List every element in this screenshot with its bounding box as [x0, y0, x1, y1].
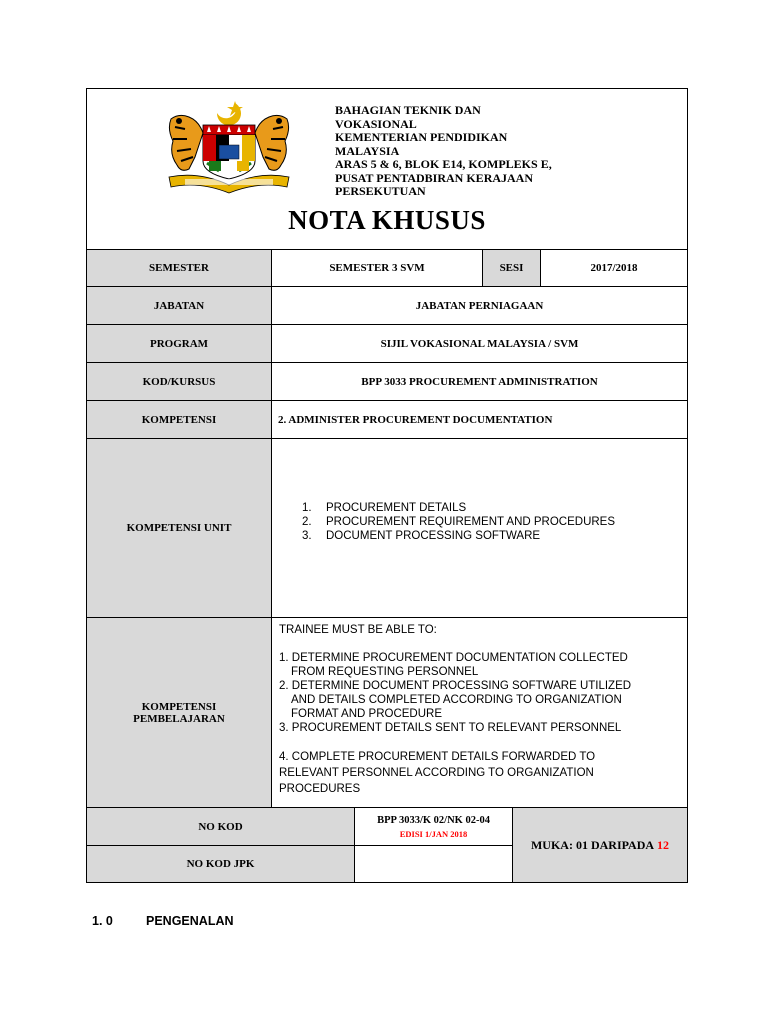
address-block [335, 104, 585, 202]
no-kod-value: BPP 3033/K 02/NK 02-04 [377, 814, 490, 826]
list-item: 1. DETERMINE PROCUREMENT DOCUMENTATION COLLECTED [279, 652, 628, 664]
address-line: ARAS 5 & 6, BLOK E14, KOMPLEKS E, [335, 157, 552, 171]
sesi-value: 2017/2018 [540, 249, 688, 287]
list-item-cont: AND DETAILS COMPLETED ACCORDING TO ORGANIZATION [291, 694, 622, 706]
sesi-label: SESI [482, 249, 541, 287]
kompetensi-label: KOMPETENSI [86, 400, 272, 439]
list-item: 1. PROCUREMENT DETAILS [302, 502, 467, 514]
address-line: MALAYSIA [335, 143, 400, 158]
muka-total: 12 [657, 837, 670, 852]
kompetensi-value: 2. ADMINISTER PROCUREMENT DOCUMENTATION [271, 400, 688, 439]
address-line: BAHAGIAN TEKNIK DAN [335, 104, 481, 117]
address-line: KEMENTERIAN PENDIDIKAN [335, 130, 508, 144]
list-item: 2. DETERMINE DOCUMENT PROCESSING SOFTWARE UTILIZED [279, 680, 632, 692]
kod-kursus-value: BPP 3033 PROCUREMENT ADMINISTRATION [271, 362, 688, 401]
intro-text: TRAINEE MUST BE ABLE TO: [279, 624, 437, 636]
program-value: SIJIL VOKASIONAL MALAYSIA / SVM [271, 324, 688, 363]
jabatan-value: JABATAN PERNIAGAAN [271, 286, 688, 325]
muka-cell [512, 807, 688, 883]
edisi-text: EDISI 1/JAN 2018 [399, 828, 468, 839]
label-line: PEMBELAJARAN [133, 712, 225, 725]
kompetensi-unit-content [271, 438, 688, 618]
list-item-cont: FORMAT AND PROCEDURE [291, 708, 443, 720]
list-item-cont: PROCEDURES [279, 783, 361, 795]
section-title: PENGENALAN [146, 914, 234, 928]
list-item-cont: FROM REQUESTING PERSONNEL [291, 666, 479, 678]
kompetensi-unit-label: KOMPETENSI UNIT [86, 438, 272, 618]
no-kod-value-cell [354, 807, 513, 846]
no-kod-jpk-label: NO KOD JPK [86, 845, 355, 883]
kod-kursus-label: KOD/KURSUS [86, 362, 272, 401]
document-title: NOTA KHUSUS [288, 205, 486, 235]
label-line: KOMPETENSI [141, 700, 217, 713]
list-item: 2. PROCUREMENT REQUIREMENT AND PROCEDURES [302, 516, 616, 528]
list-item: 3. PROCUREMENT DETAILS SENT TO RELEVANT PERSONNEL [279, 722, 622, 734]
kompetensi-pembelajaran-content [271, 617, 688, 808]
address-line: VOKASIONAL [335, 116, 417, 131]
list-item: 3. DOCUMENT PROCESSING SOFTWARE [302, 530, 541, 542]
jabatan-label: JABATAN [86, 286, 272, 325]
list-item: 4. COMPLETE PROCUREMENT DETAILS FORWARDED TO [279, 751, 596, 763]
no-kod-jpk-value [354, 845, 513, 883]
semester-label: SEMESTER [86, 249, 272, 287]
section-number: 1. 0 [92, 914, 113, 928]
address-line: PUSAT PENTADBIRAN KERAJAAN [335, 170, 534, 185]
muka-prefix: MUKA: 01 DARIPADA [530, 837, 655, 852]
unit-list [302, 501, 615, 543]
section-heading [92, 914, 234, 928]
semester-value: SEMESTER 3 SVM [271, 249, 483, 287]
document-header [87, 89, 687, 250]
address-line: PERSEKUTUAN [335, 184, 426, 198]
kompetensi-pembelajaran-label [86, 617, 272, 808]
no-kod-label: NO KOD [86, 807, 355, 846]
list-item-cont: RELEVANT PERSONNEL ACCORDING TO ORGANIZATION [279, 767, 594, 779]
program-label: PROGRAM [86, 324, 272, 363]
malaysia-coat-of-arms-icon [159, 99, 299, 194]
